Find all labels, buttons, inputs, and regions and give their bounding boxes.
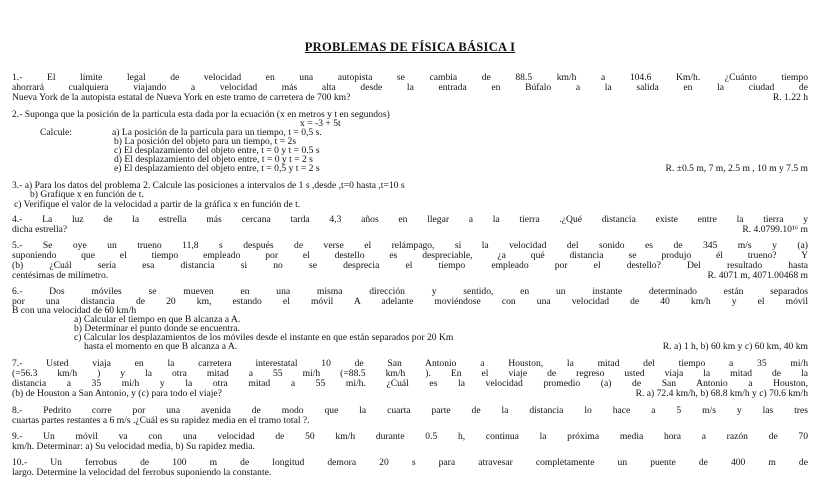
problem-4-answer: R. 4.0799.10¹⁶ m (742, 224, 808, 235)
problem-6-line-1: 6.- Dos móviles se mueven en una misma dirección y sentido, en un instante determinado están separados (12, 286, 808, 297)
problem-9-line-1: 9.- Un móvil va con una velocidad de 50 km/h durante 0.5 h, continua la próxima media hora a razón de 70 (12, 431, 808, 442)
problem-2-item-e: e) El desplazamiento del objeto entre, t = 0,5 y t = 2 s (114, 163, 320, 174)
problem-1-line-1: 1.- El límite legal de velocidad en una autopista se cambia de 88.5 km/h a 104.6 Km/h. ¿Cuánto tiempo (12, 72, 808, 83)
problem-5-line-1: 5.- Se oye un trueno 11,8 s después de verse el relámpago, si la velocidad del sonido es de 345 m/s y (a) (12, 240, 808, 251)
problem-1-answer: R. 1.22 h (772, 92, 808, 103)
problem-5-line-4: centésimas de milímetro. (12, 270, 109, 281)
problem-9-line-2: km/h. Determinar: a) Su velocidad media, b) Su rapidez media. (12, 441, 255, 452)
problem-3-line-3: c) Verifique el valor de la velocidad a partir de la gráfica x en función de t. (14, 199, 301, 210)
problem-2-item-b: b) La posición del objeto para un tiempo, t = 2s (114, 136, 297, 147)
problem-10-line-2: largo. Determine la velocidad del ferrobus suponiendo la constante. (12, 467, 272, 478)
problem-2-item-c: c) El desplazamiento del objeto entre, t = 0 y t = 0.5 s (114, 145, 320, 156)
problem-8-line-1: 8.- Pedrito corre por una avenida de modo que la cuarta parte de la distancia lo hace a 5 m/s y las tres (12, 405, 808, 416)
problem-5-answer: R. 4071 m, 4071.00468 m (707, 270, 808, 281)
problem-6-item-b: b) Determinar el punto donde se encuentra. (74, 323, 240, 334)
problem-6-item-c-cont: hasta el momento en que B alcanza a A. (84, 341, 238, 352)
problem-2-item-d: d) El desplazamiento del objeto entre, t = 0 y t = 2 s (114, 154, 313, 165)
problem-5-line-3: (b) ¿Cuál sería esa distancia si no se desprecia el tiempo empleado por el destello? Del resultado hasta (12, 260, 808, 271)
problem-6-item-c: c) Calcular los desplazamientos de los móviles desde el instante en que están separados por 20 Km (74, 332, 454, 343)
problem-1-line-2: ahorrará cualquiera viajando a velocidad más alta desde la entrada en Búfalo a la salida en la ciudad de (12, 82, 808, 93)
problem-10-line-1: 10.- Un ferrobus de 100 m de longitud demora 20 s para atravesar completamente un puente de 400 m de (12, 457, 808, 468)
document-title: PROBLEMAS DE FÍSICA BÁSICA I (304, 40, 516, 54)
problem-7-line-2: (=56.3 km/h ) y la otra mitad a 55 mi/h (=88.5 km/h ). En el viaje de regreso usted viaja la mitad de la (12, 368, 808, 379)
problem-2-calcule: Calcule: (40, 127, 72, 138)
problem-3-line-2: b) Grafique x en función de t. (30, 189, 144, 200)
problem-1-line-3: Nueva York de la autopista estatal de Nueva York en este tramo de carretera de 700 km? (12, 92, 351, 103)
problem-7-line-3: distancia a 35 mi/h y la otra mitad a 55 mi/h. ¿Cuál es la velocidad promedio (a) de San Antonio a Houston, (12, 378, 808, 389)
problem-6-line-2: por una distancia de 20 km, estando el móvil A adelante moviéndose con una velocidad de 40 km/h y el móvil (12, 296, 808, 307)
problem-6-answer: R. a) 1 h, b) 60 km y c) 60 km, 40 km (662, 341, 808, 352)
problem-2-answer: R. ±0.5 m, 7 m, 2.5 m , 10 m y 7.5 m (665, 163, 808, 174)
problem-3-line-1: 3.- a) Para los datos del problema 2. Calcule las posiciones a intervalos de 1 s ,desde ,t=0 hasta ,t=10 s (12, 180, 405, 191)
problem-4-line-1: 4.- La luz de la estrella más cercana tarda 4,3 años en llegar a la tierra .¿Qué distancia existe entre la tierra y (12, 214, 808, 225)
problem-2-line-1: 2.- Suponga que la posición de la partícula esta dada por la ecuación (x en metros y t en segundos) (12, 109, 390, 120)
problem-6-item-a: a) Calcular el tiempo en que B alcanza a A. (74, 314, 241, 325)
problem-7-line-1: 7.- Usted viaja en la carretera interestatal 10 de San Antonio a Houston, la mitad del tiempo a 35 mi/h (12, 358, 808, 369)
problem-2-equation: x = -3 + 5t (300, 118, 341, 129)
problem-2-item-a: a) La posición de la partícula para un tiempo, t = 0,5 s. (112, 127, 322, 138)
problem-5-line-2: suponiendo que el tiempo empleado por el destello es despreciable, ¿a qué distancia se produjo él trueno? Y (12, 250, 808, 261)
problem-8-line-2: cuartas partes restantes a 6 m/s .¿Cuál es su rapidez media en el tramo total ?. (12, 415, 310, 426)
problem-4-line-2: dicha estrella? (12, 224, 68, 235)
problem-6-line-3: B con una velocidad de 60 km/h (12, 305, 137, 316)
problem-7-answer: R. a) 72.4 km/h, b) 68.8 km/h y c) 70.6 km/h (635, 388, 808, 399)
problem-7-line-4: (b) de Houston a San Antonio, y (c) para todo el viaje? (12, 388, 222, 399)
